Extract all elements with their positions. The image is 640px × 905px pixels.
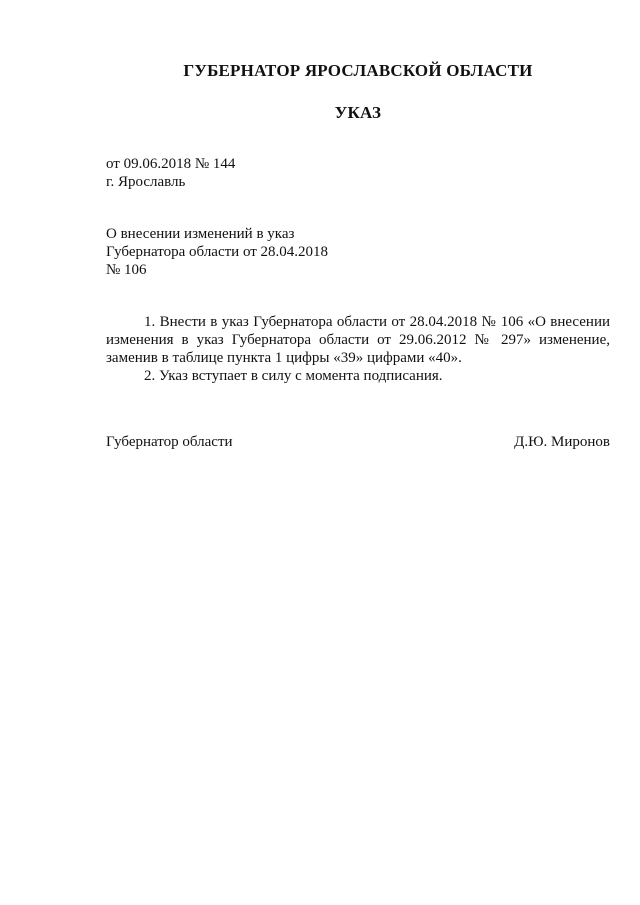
- subject-line-3: № 106: [106, 262, 147, 278]
- subject-line-2: Губернатора области от 28.04.2018: [106, 244, 329, 260]
- document-subject: [106, 225, 610, 279]
- signatory-position: Губернатор области: [106, 434, 233, 450]
- date-number: от 09.06.2018 № 144: [106, 156, 236, 172]
- paragraph-2: 2. Указ вступает в силу с момента подписания.: [144, 368, 443, 384]
- document-type: УКАЗ: [334, 103, 382, 122]
- issuing-authority: ГУБЕРНАТОР ЯРОСЛАВСКОЙ ОБЛАСТИ: [183, 61, 533, 80]
- signatory-name: Д.Ю. Миронов: [514, 434, 610, 450]
- document-meta: [106, 155, 610, 191]
- city: г. Ярославль: [106, 174, 186, 190]
- paragraph-1: 1. Внести в указ Губернатора области от 28.04.2018 № 106 «О внесении изменения в указ Губернатора области от 29.06.2012 № 297» изменение, заменив в таблице пункта 1 цифры «39» цифрами «40».: [106, 314, 610, 366]
- document-body: [106, 313, 610, 385]
- subject-line-1: О внесении изменений в указ: [106, 226, 295, 242]
